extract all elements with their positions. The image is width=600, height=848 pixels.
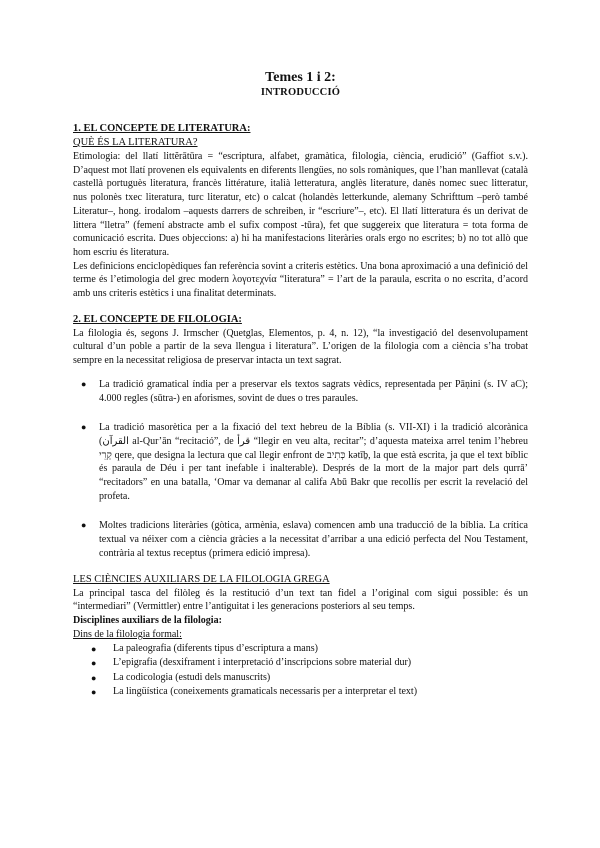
auxiliary-disciplines-label: Disciplines auxiliars de la filologia:	[73, 614, 222, 626]
section-1-heading: 1. EL CONCEPTE DE LITERATURA:	[73, 123, 251, 134]
document-title: Temes 1 i 2:	[265, 70, 336, 85]
list-item: ● La paleografia (diferents tipus d’escriptura a mans)	[83, 642, 528, 657]
document-subtitle: INTRODUCCIÓ	[260, 87, 341, 98]
list-item: ● La lingüística (coneixements gramaticals necessaris per a interpretar el text)	[83, 685, 528, 700]
list-item: ● La tradició gramatical índia per a preservar els textos sagrats vèdics, representada per Pāṇini (s. IV aC); 4.000 regles (sūtra-) en aforismes, sovint de dues o tres paraules.	[81, 378, 528, 404]
bullet-icon: ●	[91, 643, 97, 654]
bullet-icon: ●	[81, 378, 87, 389]
document-page	[73, 70, 528, 700]
bullet-icon: ●	[91, 672, 97, 683]
list-item: ● La codicologia (estudi dels manuscrits)	[83, 671, 528, 686]
formal-philology-label: Dins de la filologia formal:	[73, 628, 182, 640]
bullet-icon: ●	[81, 422, 87, 433]
section-2-bullet-list	[73, 378, 528, 561]
bullet-icon: ●	[81, 520, 87, 531]
bullet-icon: ●	[91, 687, 97, 698]
bullet-icon: ●	[91, 658, 97, 669]
section-3-heading: LES CIÈNCIES AUXILIARS DE LA FILOLOGIA GREGA	[73, 573, 330, 585]
section-2-paragraph: La filologia és, segons J. Irmscher (Quetglas, Elementos, p. 4, n. 12), “la investigació del desenvolupament cultural d’un poble a partir de la seva llengua i literatura”. L’origen de la filologia com a ciència s’ha trobat sempre en la necessitat religiosa de preservar intacta un text sagrat.	[73, 327, 528, 367]
list-item: ● L’epigrafia (desxiframent i interpretació d’inscripcions sobre material dur)	[83, 656, 528, 671]
section-1-subheading: QUÈ ÉS LA LITERATURA?	[73, 137, 198, 148]
section-1-paragraph-etymology: Etimologia: del llatí littĕrātūra = “escriptura, alfabet, gramàtica, filologia, ciència, erudició” (Gaffiot s.v.). D’aquest mot llatí provenen els equivalents en diferents llengües, no sols romàniques, que l’han manllevat (català castellà portuguès literatura, francès littérature, italià letteratura, anglès literature, danès nomeс suec litteratur, nus polonès txec literatura, turc literatur, etc) o calcat (holandès letterkunde, alemany Schrifttum –però també Literatur–, hong. irodalom –aquests darrers de schreiben, ir “escriure”–, etc). El llatí litteratura és un derivat de littera “lletra” (femení abstracte amb el sufix compost -tūra), fet que suggereix que literatura = tota forma de comunicació escrita. Dues objeccions: a) hi ha manifestacions literàries orals ergo no escrites; b) no tot allò que hom escriu és literatura.	[73, 151, 528, 258]
auxiliary-disciplines-list	[73, 642, 528, 700]
list-item: ● La tradició masorètica per a la fixació del text hebreu de la Bíblia (s. VII-XI) i la tradició alcorànica (القرآن al-Qur’ān “recitació”, de قرأ “llegir en veu alta, recitar”; d’aquesta mateixa arrel tenim l’hebreu קְרֵי qere, que designa la lectura que cal llegir enfront de כְּתִיב kətīḇ, la que està escrita, ja que el text bíblic és paraula de Déu i per tant inefable i inalterable). Després de la mort de la major part dels qurrā’ “recitadors” en una batalla, ‘Omar va demanar al califa Abū Bakr que recollís per escrit la revelació del profeta.	[81, 422, 528, 502]
section-1-paragraph-definitions: Les definicions enciclopèdiques fan referència sovint a criteris estètics. Una bona aproximació a una definició del terme és l’etimologia del grec modern λογοτεχνία “literatura” = l’art de la paraula, escrita o no escrita, d’acord amb uns criteris estètics i una finalitat determinats.	[73, 260, 528, 300]
list-item: ● Moltes tradicions literàries (gòtica, armènia, eslava) comencen amb una traducció de la bíblia. La crítica textual va néixer com a ciència gràcies a la necessitat d’arribar a una edició perfecta del Nou Testament, contrària al textus receptus (primera edició impresa).	[81, 520, 528, 559]
section-3-paragraph: La principal tasca del filòleg és la restitució d’un text tan fidel a l’original com sigui possible: és un “intermediari” (Vermittler) entre l’antiguitat i les generacions posteriors al seu temps.	[73, 587, 528, 613]
section-2-heading: 2. EL CONCEPTE DE FILOLOGIA:	[73, 313, 242, 325]
